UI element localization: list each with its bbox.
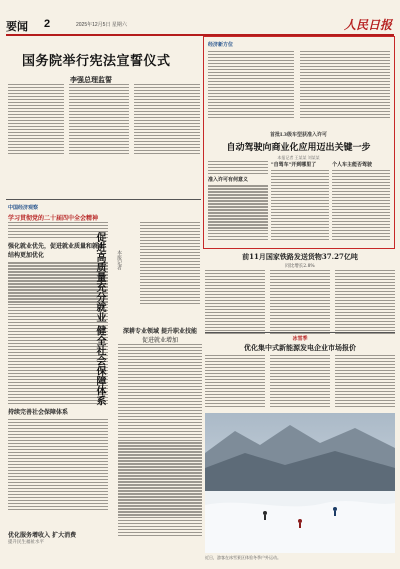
red-box-subhead-2: "自驾车"开到哪里了: [271, 162, 317, 168]
photo-caption: 近日，游客在冰雪景区体验冬季户外运动。: [205, 555, 281, 560]
bottom-left-note: 提升民生福祉水平: [8, 540, 44, 545]
left-column-text: [8, 222, 108, 511]
lead-body-col-3: [134, 84, 200, 156]
middle-column-text: [140, 222, 200, 306]
lead-story-title: 国务院举行宪法宣誓仪式: [22, 54, 171, 69]
rail-body-col-1: [205, 270, 265, 336]
page-number: 2: [44, 18, 51, 30]
lead-story-head: [22, 50, 202, 85]
date-line: 2025年12月5日 星期六: [76, 22, 127, 28]
rail-story-title: 前11月国家铁路发送货物37.27亿吨: [242, 252, 358, 261]
bottom-right-story-head: [205, 335, 395, 353]
column-kicker: 中国经济观察: [8, 205, 39, 211]
column-box-head: [8, 204, 200, 222]
bottom-right-title: 优化集中式新能源发电企业市场报价: [244, 343, 356, 352]
red-box-byline: 本报记者 王某某 刘某某: [277, 155, 320, 160]
middle-story-title: 深耕专业领域 提升职业技能: [122, 328, 198, 335]
photo-illustration: [205, 413, 395, 553]
red-box-story: [203, 36, 395, 249]
side-title-2: 持续完善社会保障体系: [8, 408, 69, 416]
rail-story-deck: 同比增长2.8%: [285, 264, 315, 269]
section-name: 要闻: [6, 21, 28, 33]
masthead-logo: 人民日报: [343, 18, 392, 32]
lead-body-col-2: [69, 84, 129, 156]
middle-story-body: [118, 344, 202, 538]
br-body-col-2: [270, 355, 330, 409]
column-title: 学习贯彻党的二十届四中全会精神: [8, 215, 99, 222]
rail-body-col-3: [335, 270, 395, 336]
red-box-deck: 首批L3级车型获准入许可: [270, 132, 327, 138]
bottom-left-story: [8, 530, 108, 545]
page-header: [6, 18, 394, 36]
rail-body-col-2: [270, 270, 330, 336]
lead-body-col-1: [8, 84, 64, 156]
middle-story-head: [118, 326, 202, 344]
lead-story-subtitle: 李强总理监誓: [70, 75, 112, 84]
red-box-subhead-1: 准入许可有何意义: [208, 177, 249, 184]
red-box-subhead-3: 个人车主能否驾驶: [332, 162, 373, 168]
bottom-left-title: 优化服务增收入 扩大消费: [8, 532, 77, 539]
vertical-headline: 促进高质量充分就业 健全社会保障体系: [94, 232, 105, 406]
snow-landscape-photo: [205, 413, 395, 553]
side-title-1: 强化就业优先，促进就业质量和就业结构更加优化: [8, 243, 105, 260]
br-body-col-1: [205, 355, 265, 409]
red-box-title: 自动驾驶向商业化应用迈出关键一步: [226, 143, 371, 153]
vertical-byline: 本报记者: [116, 250, 122, 270]
bottom-right-kicker: 冰雪季: [292, 336, 308, 342]
red-box-kicker: 经济新方位: [208, 42, 234, 48]
rail-story-head: [205, 252, 395, 269]
br-body-col-3: [335, 355, 395, 409]
middle-story-subtitle: 促进就业增加: [141, 337, 178, 344]
